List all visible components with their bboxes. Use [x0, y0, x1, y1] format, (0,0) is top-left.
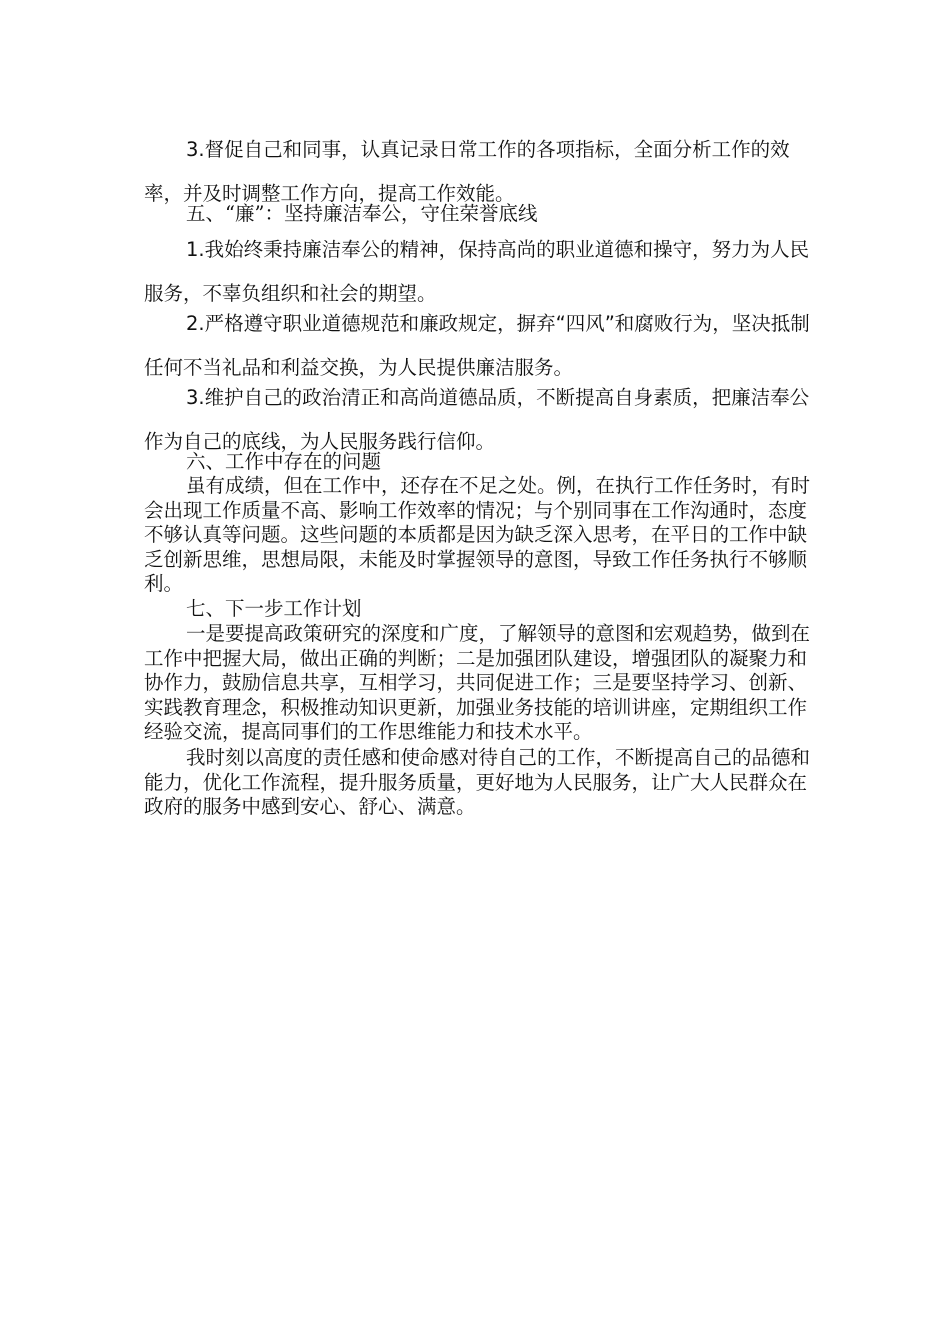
paragraph-integrity-item-1: 1.我始终秉持廉洁奉公的精神，保持高尚的职业道德和操守，努力为人民服务，不辜负组织和社会的期望。 — [144, 238, 810, 305]
paragraph-duty-item-3: 3.督促自己和同事，认真记录日常工作的各项指标，全面分析工作的效率，并及时调整工作方向，提高工作效能。 — [144, 138, 790, 205]
paragraph-closing: 我时刻以高度的责任感和使命感对待自己的工作，不断提高自己的品德和能力，优化工作流程，提升服务质量，更好地为人民服务，让广大人民群众在政府的服务中感到安心、舒心、满意。 — [144, 746, 811, 818]
paragraph-problems: 虽有成绩，但在工作中，还存在不足之处。例，在执行工作任务时，有时会出现工作质量不高、影响工作效率的情况；与个别同事在工作沟通时，态度不够认真等问题。这些问题的本质都是因为缺乏深入思考，在平日的工作中缺乏创新思维，思想局限，未能及时掌握领导的意图，导致工作任务执行不够顺利。 — [144, 474, 811, 595]
section-heading-integrity: 五、“廉”：坚持廉洁奉公，守住荣誉底线 — [186, 202, 538, 225]
section-heading-problems: 六、工作中存在的问题 — [186, 450, 382, 473]
paragraph-integrity-item-2: 2.严格遵守职业道德规范和廉政规定，摒弃“四风”和腐败行为，坚决抵制任何不当礼品和利益交换，为人民提供廉洁服务。 — [144, 312, 810, 379]
section-heading-next-plan: 七、下一步工作计划 — [186, 597, 362, 620]
paragraph-integrity-item-3: 3.维护自己的政治清正和高尚道德品质，不断提高自身素质，把廉洁奉公作为自己的底线，为人民服务践行信仰。 — [144, 386, 810, 453]
paragraph-next-plan: 一是要提高政策研究的深度和广度，了解领导的意图和宏观趋势，做到在工作中把握大局，做出正确的判断；二是加强团队建设，增强团队的凝聚力和协作力，鼓励信息共享，互相学习，共同促进工作；三是要坚持学习、创新、实践教育理念，积极推动知识更新，加强业务技能的培训讲座，定期组织工作经验交流，提高同事们的工作思维能力和技术水平。 — [144, 622, 811, 743]
